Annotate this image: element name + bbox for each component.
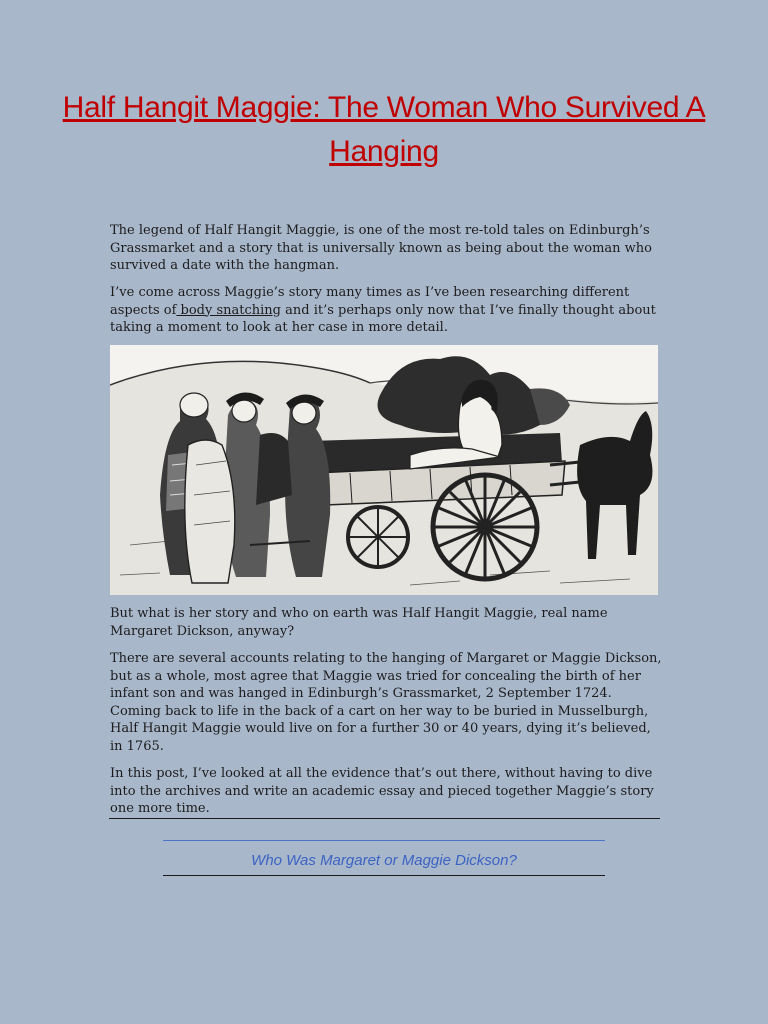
cart-illustration — [110, 345, 658, 595]
research-text-before: I’ve come across Maggie’s story many times as I’ve been researching different aspects of — [110, 285, 630, 318]
section-heading: Who Was Margaret or Maggie Dickson? — [251, 852, 517, 869]
body-snatching-link[interactable]: body snatching — [176, 302, 281, 318]
article-title: Half Hangit Maggie: The Woman Who Survived A Hanging — [62, 91, 706, 168]
section-divider — [109, 818, 660, 819]
intro-paragraph: The legend of Half Hangit Maggie, is one of the most re-told tales on Edinburgh’s Grassmarket and a story that is universally known as being about the woman who survived a date with the hangman. — [110, 223, 652, 274]
research-text-after: and it’s perhaps only now that I’ve finally thought about taking a moment to look at her case in more detail. — [110, 302, 656, 336]
research-paragraph — [110, 284, 662, 337]
question-paragraph: But what is her story and who on earth was Half Hangit Maggie, real name Margaret Dickson, anyway? — [110, 606, 608, 639]
heading-bottom-rule — [163, 875, 605, 876]
heading-top-rule — [163, 840, 605, 841]
post-summary-paragraph: In this post, I’ve looked at all the evidence that’s out there, without having to dive into the archives and write an academic essay and pieced together Maggie’s story one more time. — [110, 766, 654, 817]
accounts-paragraph: There are several accounts relating to the hanging of Margaret or Maggie Dickson, but as a whole, most agree that Maggie was tried for concealing the birth of her infant son and was hanged in Edinburgh’s Grassmarket, 2 September 1724. Coming back to life in the back of a cart on her way to be buried in Musselburgh, Half Hangit Maggie would live on for a further 30 or 40 years, dying it’s believed, in 1765. — [110, 651, 662, 754]
